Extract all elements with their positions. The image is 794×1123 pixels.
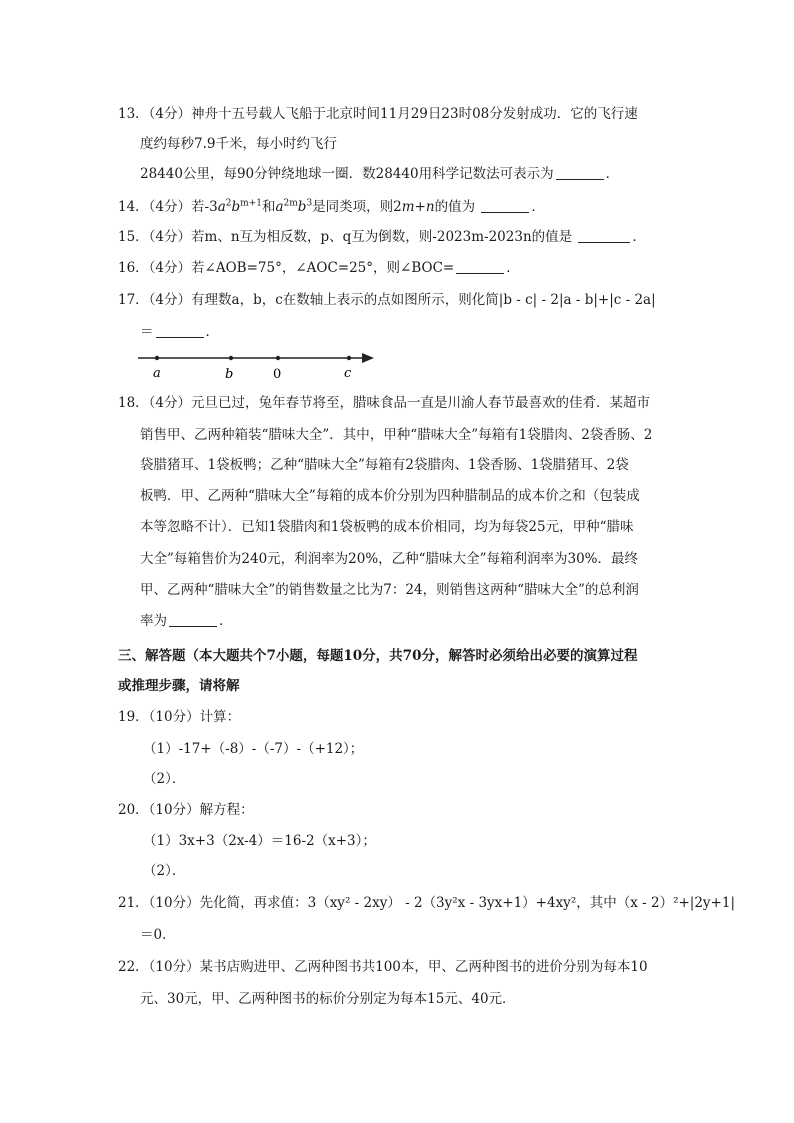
q13-number: 13．（4分）	[118, 106, 192, 122]
q14-b2: b	[297, 199, 307, 215]
q17-end: ．	[205, 324, 219, 340]
q14-and: 和	[261, 199, 276, 215]
label-c: c	[344, 366, 352, 381]
q18-number: 18．（4分）	[118, 395, 192, 411]
q15-end: ．	[632, 229, 646, 245]
q14-exp4: 3	[306, 198, 313, 209]
q22-number: 22．（10分）	[118, 959, 200, 975]
q21-line1	[118, 894, 735, 912]
q19-number: 19．（10分）	[118, 709, 200, 725]
point-c	[347, 356, 351, 360]
section-3-heading-cont: 或推理步骤，请将解	[118, 678, 240, 694]
q14-exp2: m+1	[240, 198, 262, 209]
q14-plus: +	[414, 199, 426, 215]
label-a: a	[153, 366, 161, 381]
q14-line	[118, 198, 545, 216]
q17-line1	[118, 291, 656, 309]
q13-text-3: 28440公里，每90分钟绕地球一圈．数28440用科学记数法可表示为	[140, 166, 554, 182]
q14-a2: a	[275, 199, 284, 215]
q15-line	[118, 228, 646, 246]
q13-end: ．	[605, 166, 620, 182]
q14-exp3: 2m	[283, 198, 298, 209]
q19-part1: （1）-17+（-8）-（-7）-（+12）；	[143, 741, 364, 757]
point-zero	[276, 356, 280, 360]
q14-number: 14．（4分）	[118, 199, 192, 215]
q14-post2: 的值为	[434, 199, 476, 215]
q18-line8	[140, 612, 233, 630]
q15-text: 若m、n互为相反数，p、q互为倒数，则-2023m-2023n的值是	[191, 229, 573, 245]
q19-part2: （2）．	[143, 771, 186, 787]
q15-answer-blank[interactable]	[578, 228, 630, 243]
q17-number: 17．（4分）	[118, 292, 192, 308]
q20-part2: （2）．	[143, 863, 186, 879]
q16-line	[118, 259, 520, 277]
q14-post: 是同类项，则2	[312, 199, 402, 215]
q16-number: 16．（4分）	[118, 260, 192, 276]
q18-end: ．	[219, 613, 233, 629]
q13-text-1: 神舟十五号载人飞船于北京时间11月29日23时08分发射成功．它的飞行速	[191, 106, 638, 122]
number-line-arrow-icon	[362, 353, 374, 363]
q21-text-2: ＝0．	[140, 927, 176, 943]
q13-answer-blank[interactable]	[556, 165, 604, 180]
q14-answer-blank[interactable]	[481, 198, 529, 213]
q17-text: 有理数a，b，c在数轴上表示的点如图所示，则化简|b - c| - 2|a - b|+|c - 2a|	[191, 292, 656, 308]
q13-line1	[118, 105, 638, 123]
q18-text-6: 大全”每箱售价为240元，利润率为20%，乙种“腊味大全”每箱利润率为30%．最终	[140, 551, 638, 567]
q18-text-5: 本等忽略不计）．已知1袋腊肉和1袋板鸭的成本价相同，均为每袋25元，甲种“腊味	[140, 519, 634, 535]
q14-a1: a	[217, 199, 226, 215]
q13-line3	[140, 165, 619, 183]
number-line-figure	[130, 346, 390, 382]
q18-text-2: 销售甲、乙两种箱装“腊味大全”．其中，甲种“腊味大全”每箱有1袋腊肉、2袋香肠、2	[140, 427, 653, 443]
q21-text-1: 先化简，再求值：3（xy² - 2xy） - 2（3y²x - 3yx+1）+4xy²，其中（x - 2）²+|2y+1|	[199, 895, 736, 911]
q18-text-7: 甲、乙两种“腊味大全”的销售数量之比为7：24，则销售这两种“腊味大全”的总利润	[140, 582, 639, 598]
q20-line	[118, 801, 254, 819]
q22-line1	[118, 958, 648, 976]
q18-text-8: 率为	[140, 613, 167, 629]
q20-number: 20．（10分）	[118, 802, 200, 818]
q15-number: 15．（4分）	[118, 229, 192, 245]
q14-exp1: 2	[225, 198, 232, 209]
q18-text-3: 袋腊猪耳、1袋板鸭；乙种“腊味大全”每箱有2袋腊肉、1袋香肠、1袋腊猪耳、2袋	[140, 457, 629, 473]
q22-text-1: 某书店购进甲、乙两种图书共100本，甲、乙两种图书的进价分别为每本10	[199, 959, 648, 975]
q16-answer-blank[interactable]	[456, 259, 504, 274]
q17-line2	[140, 323, 219, 341]
q21-number: 21．（10分）	[118, 895, 200, 911]
section-3-heading: 三、解答题（本大题共个7小题，每题10分，共70分，解答时必须给出必要的演算过程	[118, 648, 638, 664]
point-a	[155, 356, 159, 360]
q14-b1: b	[231, 199, 241, 215]
q14-pre: 若-3	[191, 199, 218, 215]
q18-answer-blank[interactable]	[169, 612, 217, 627]
q19-line	[118, 708, 240, 726]
point-b	[229, 356, 233, 360]
q22-text-2: 元、30元，甲、乙两种图书的标价分别定为每本15元、40元．	[140, 991, 516, 1007]
q14-end: ．	[531, 199, 545, 215]
q17-equals: ＝	[140, 324, 154, 340]
q20-part1: （1）3x+3（2x-4）＝16-2（x+3）；	[143, 833, 376, 849]
q18-text-4: 板鸭．甲、乙两种“腊味大全”每箱的成本价分别为四种腊制品的成本价之和（包装成	[140, 488, 640, 504]
label-b: b	[225, 367, 234, 382]
q18-line1	[118, 394, 650, 412]
q16-text: 若∠AOB=75°，∠AOC=25°，则∠BOC=	[191, 260, 455, 276]
label-zero: 0	[273, 367, 282, 382]
q14-n: n	[425, 199, 435, 215]
q20-title: 解方程：	[199, 802, 254, 818]
q14-m: m	[401, 199, 415, 215]
q16-end: ．	[506, 260, 520, 276]
q13-text-2: 度约每秒7.9千米，每小时约飞行	[140, 136, 337, 152]
q19-title: 计算：	[199, 709, 241, 725]
q17-answer-blank[interactable]	[156, 323, 204, 338]
q18-text-1: 元旦已过，兔年春节将至，腊味食品一直是川渝人春节最喜欢的佳肴．某超市	[191, 395, 651, 411]
